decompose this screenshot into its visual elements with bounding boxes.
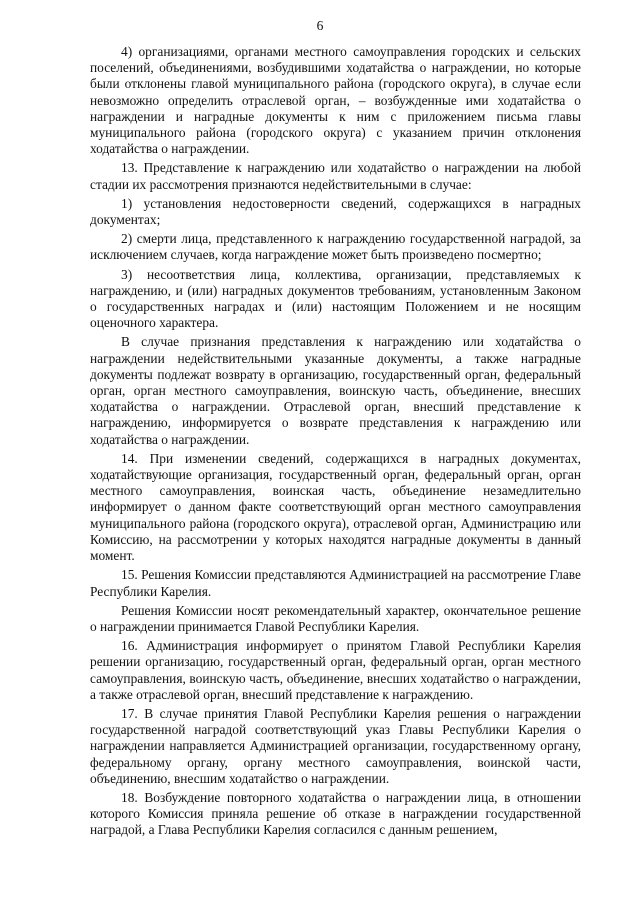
document-body (90, 44, 581, 842)
paragraph-13-item-3: 3) несоответствия лица, коллектива, организации, представляемых к награждению, и (или) наградных документов требованиям, установленным Законом о государственных наградах и (или) настоящим Положением и не носящим оценочного характера. (90, 266, 581, 331)
paragraph-18: 18. Возбуждение повторного ходатайства о награждении лица, в отношении которого Комиссия приняла решение об отказе в награждении государственной наградой, а Глава Республики Карелия согласился с данным решением, (90, 789, 581, 838)
paragraph-16: 16. Администрация информирует о принятом Главой Республики Карелия решении организацию, государственный орган, федеральный орган, орган местного самоуправления, воинскую часть, объединение, внесших ходатайство о награждении, а также отраслевой орган, внесший представление к награждению. (90, 638, 581, 702)
page-number: 6 (316, 18, 324, 33)
paragraph-13: 13. Представление к награждению или ходатайство о награждении на любой стадии их рассмотрения признаются недействительными в случае: (90, 160, 581, 192)
paragraph-15-note: Решения Комиссии носят рекомендательный характер, окончательное решение о награждении принимается Главой Республики Карелия. (90, 602, 581, 634)
paragraph-13-item-1: 1) установления недостоверности сведений, содержащихся в наградных документах; (90, 195, 581, 228)
paragraph-13-return: В случае признания представления к награждению или ходатайства о награждении недействительными указанные документы, а также наградные документы подлежат возврату в организацию, государственный орган, федеральный орган, орган местного самоуправления, воинскую часть, объединение, внесших ходатайства о награждении. Отраслевой орган, внесший представление к награждению, информируется о возврате представления к награждению или ходатайства о награждении. (90, 334, 581, 447)
paragraph-item-4: 4) организациями, органами местного самоуправления городских и сельских поселений, объединениями, возбудившими ходатайства о награждении, но которые были отклонены главой муниципального района (городского округа), в случае если невозможно определить отраслевой орган, – возбужденные ими ходатайства о награждении и наградные документы к ним с приложением письма главы муниципального района (городского округа) с указанием причин отклонения ходатайства о награждении. (90, 44, 581, 157)
paragraph-15: 15. Решения Комиссии представляются Администрацией на рассмотрение Главе Республики Карелия. (90, 567, 581, 599)
paragraph-17: 17. В случае принятия Главой Республики Карелия решения о награждении государственной наградой соответствующий указ Главы Республики Карелия о награждении направляется Администрацией организации, государственному органу, федеральному органу, органу местного самоуправления, воинской части, объединению, внесшим ходатайство о награждении. (90, 705, 581, 786)
paragraph-13-item-2: 2) смерти лица, представленного к награждению государственной наградой, за исключением случаев, когда награждение может быть произведено посмертно; (90, 231, 581, 263)
paragraph-14: 14. При изменении сведений, содержащихся в наградных документах, ходатайствующие организация, государственный орган, федеральный орган, орган местного самоуправления, воинская часть, объединение незамедлительно информирует о данном факте соответствующий орган местного самоуправления муниципального района (городского округа), отраслевой орган, Администрацию или Комиссию, на рассмотрении у которых находятся наградные документы в данный момент. (90, 450, 581, 564)
